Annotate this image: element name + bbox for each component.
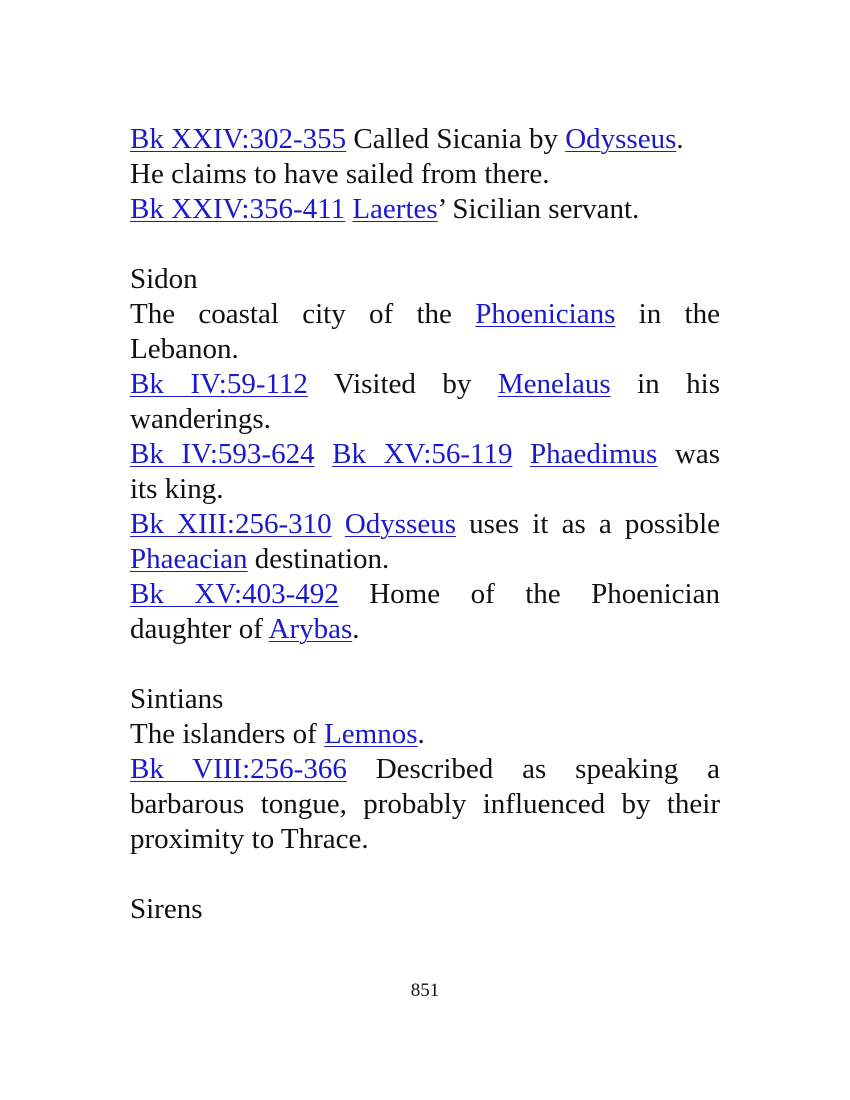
cross-reference-link[interactable]: Bk XXIV:302-355 [130,123,347,155]
paragraph-gap [130,647,720,682]
text-line [130,192,720,227]
text-run: barbarous tongue, probably influenced by their [130,788,720,820]
text-run: its king. [130,473,224,505]
text-line [130,367,720,402]
cross-reference-link[interactable]: Phaeacian [130,543,248,575]
document-body [130,122,720,927]
text-line [130,612,720,647]
text-line [130,752,720,787]
text-line [130,542,720,577]
text-run: in the [615,298,720,330]
text-run: proximity to Thrace. [130,823,369,855]
text-run: Lebanon. [130,333,239,365]
text-run: . [676,123,684,155]
text-run: Described as speaking a [346,753,720,785]
cross-reference-link[interactable]: Bk IV:59-112 [130,368,308,400]
text-line [130,717,720,752]
cross-reference-link[interactable]: Menelaus [497,368,611,400]
text-line [130,332,720,367]
text-line [130,472,720,507]
text-line [130,157,720,192]
paragraph-gap [130,857,720,892]
text-run: wanderings. [130,403,271,435]
cross-reference-link[interactable]: Odysseus [344,508,456,540]
text-run: Visited by [307,368,498,400]
text-run: in his [610,368,720,400]
text-run: He claims to have sailed from there. [130,158,550,190]
cross-reference-link[interactable]: Bk XV:56-119 [332,438,513,470]
text-run: destination. [247,543,390,575]
cross-reference-link[interactable]: Bk XXIV:356-411 [130,193,346,225]
page-number: 851 [410,980,440,1001]
cross-reference-link[interactable]: Bk VIII:256-366 [130,753,347,785]
cross-reference-link[interactable]: Lemnos [324,718,418,750]
text-run: The islanders of [130,718,325,750]
text-line [130,297,720,332]
text-run: uses it as a possible [456,508,720,540]
entry-heading: Sintians [130,683,224,715]
cross-reference-link[interactable]: Bk IV:593-624 [130,438,315,470]
text-run [332,508,345,540]
entry-heading: Sirens [130,893,203,925]
cross-reference-link[interactable]: Phaedimus [530,438,658,470]
cross-reference-link[interactable]: Arybas [268,613,353,645]
text-line [130,822,720,857]
entry-heading: Sidon [130,263,198,295]
cross-reference-link[interactable]: Bk XIII:256-310 [130,508,332,540]
text-run: Called Sicania by [346,123,566,155]
paragraph-gap [130,227,720,262]
text-run: was [657,438,721,470]
cross-reference-link[interactable]: Bk XV:403-492 [130,578,339,610]
text-line [130,122,720,157]
text-run: The coastal city of the [130,298,476,330]
text-run [315,438,333,470]
text-line [130,402,720,437]
text-run: Home of the Phoenician [338,578,720,610]
text-line [130,787,720,822]
cross-reference-link[interactable]: Phoenicians [475,298,616,330]
text-run [512,438,530,470]
cross-reference-link[interactable]: Odysseus [565,123,677,155]
text-line [130,437,720,472]
cross-reference-link[interactable]: Laertes [352,193,438,225]
text-run: . [352,613,360,645]
text-run: daughter of [130,613,269,645]
text-run: ’ Sicilian servant. [437,193,640,225]
text-line [130,577,720,612]
text-line [130,507,720,542]
text-run: . [417,718,425,750]
